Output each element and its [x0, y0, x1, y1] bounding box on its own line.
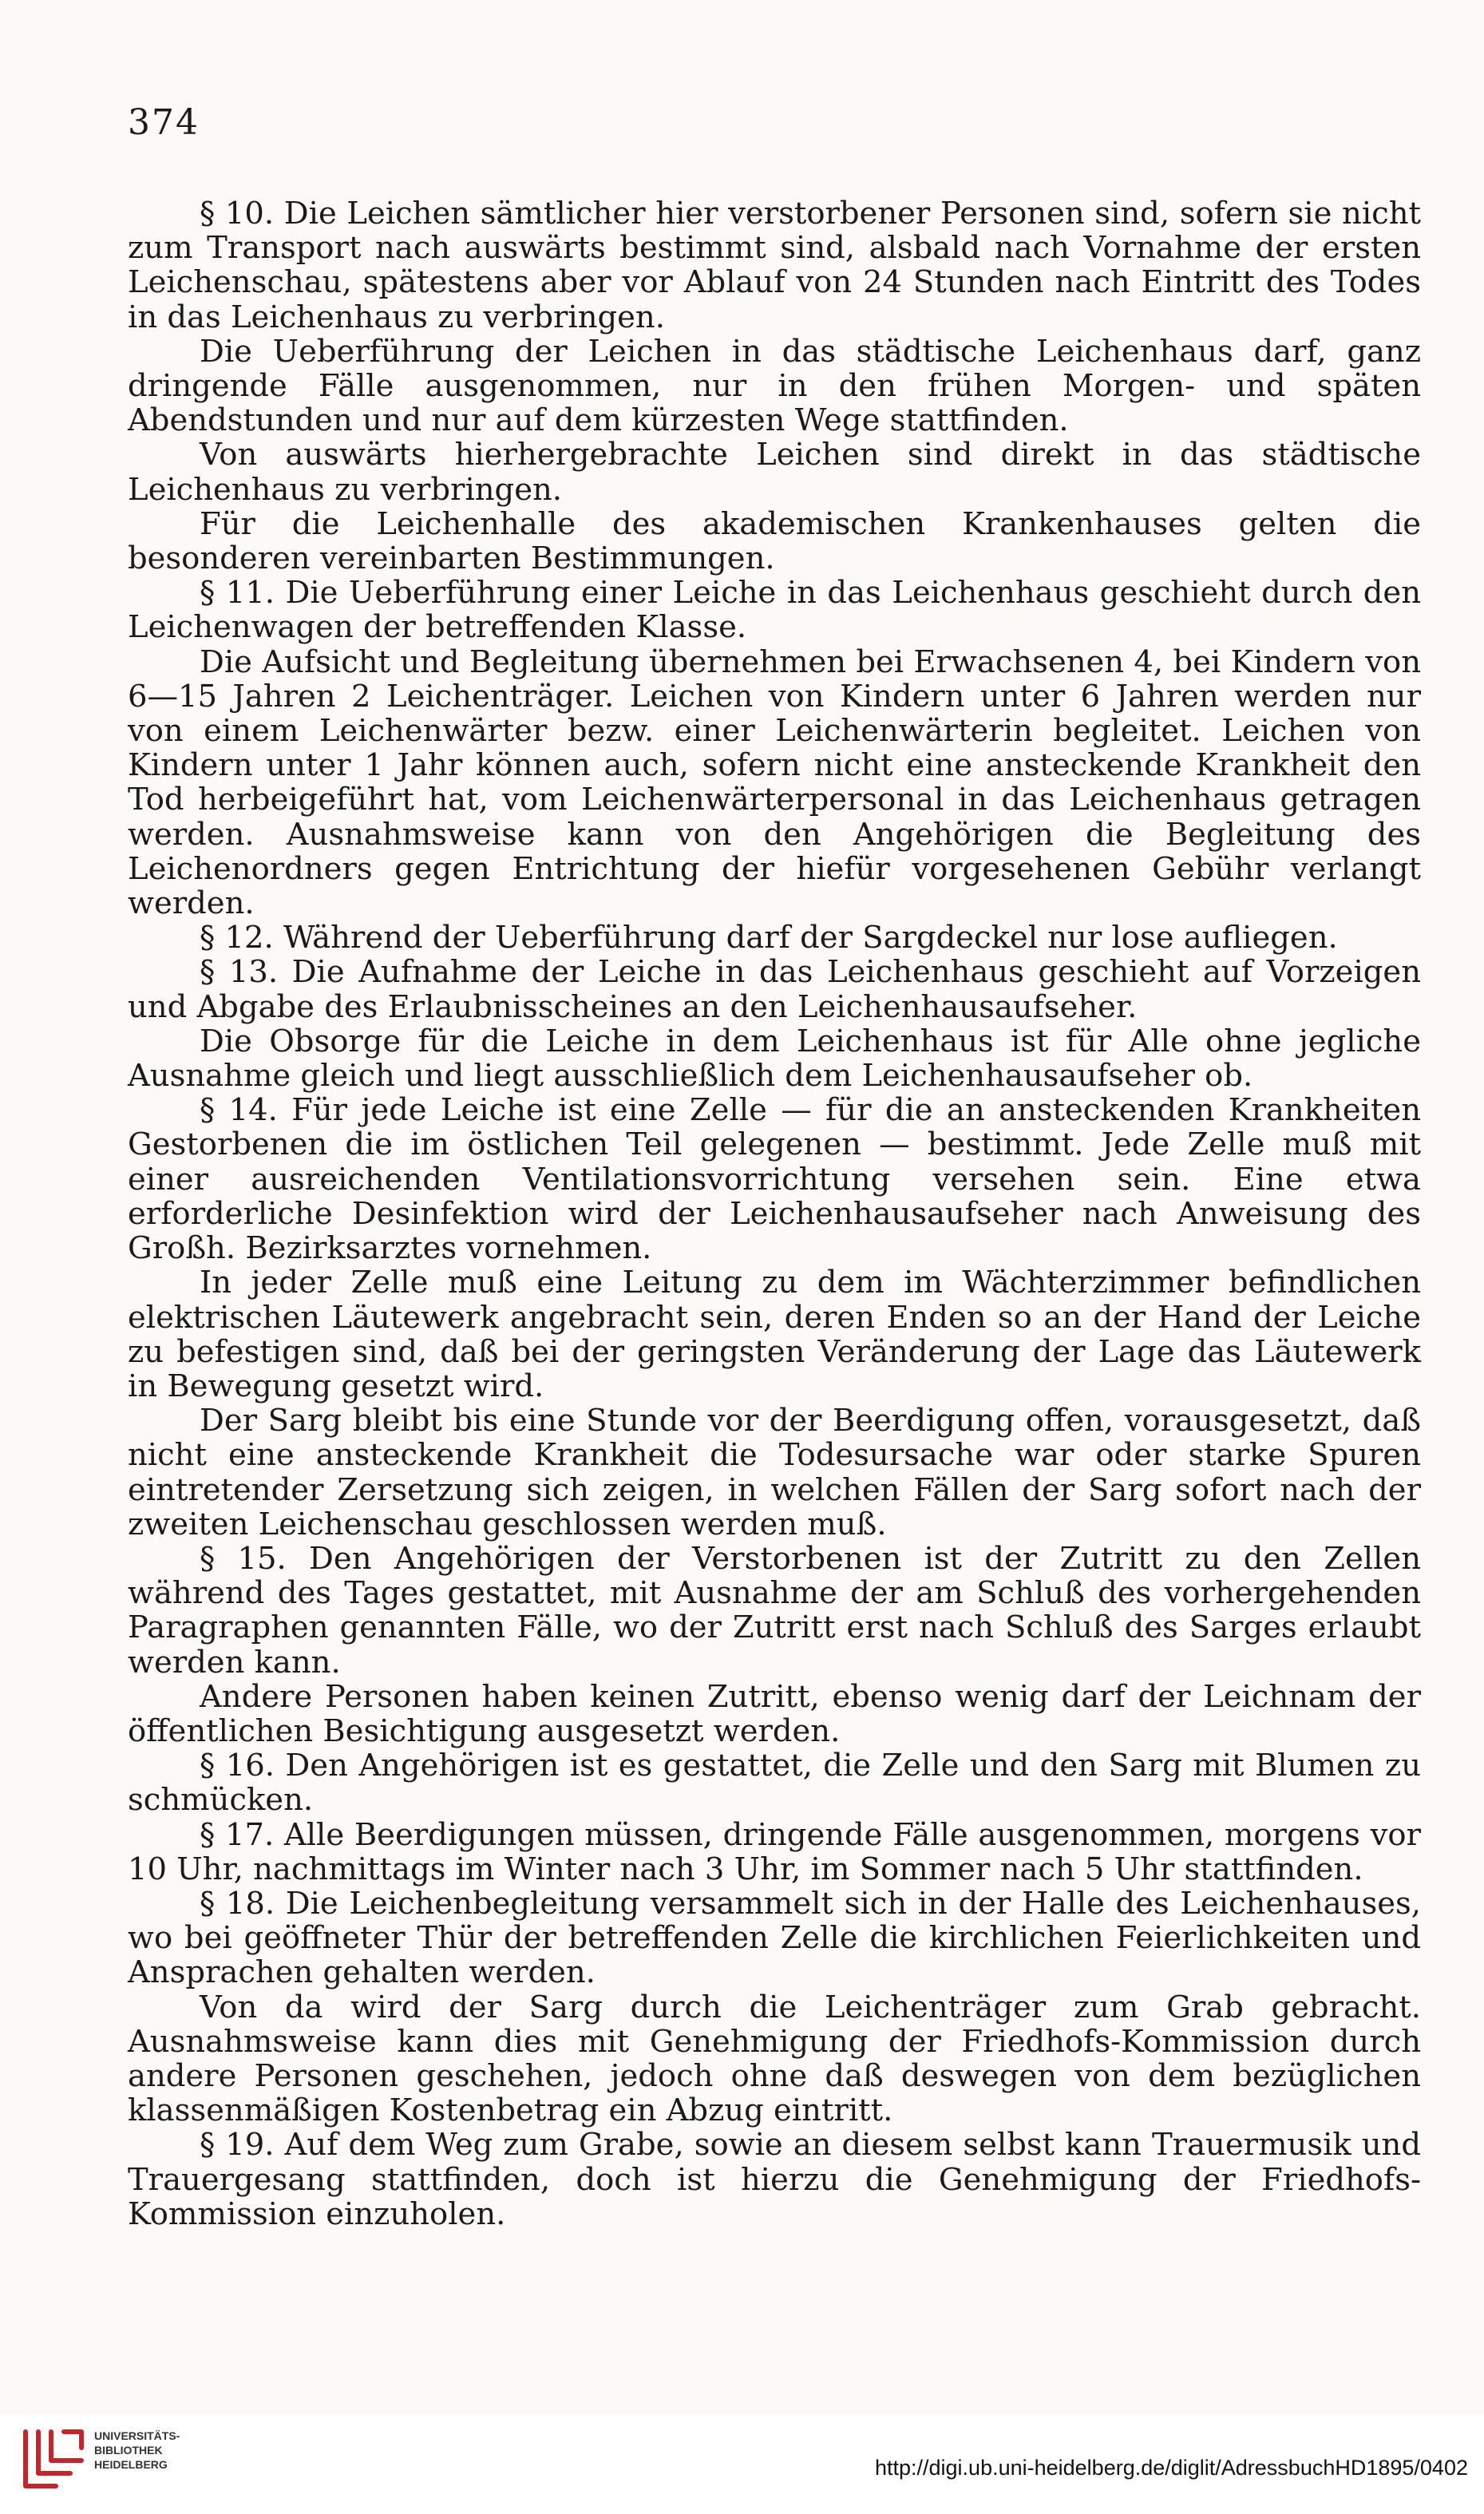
paragraph: Von auswärts hierhergebrachte Leichen sind direkt in das städtische Leichenhaus zu verbringen.	[128, 437, 1421, 508]
paragraph: § 17. Alle Beerdigungen müssen, dringende Fälle ausgenommen, morgens vor 10 Uhr, nachmittags im Winter nach 3 Uhr, im Sommer nach 5 Uhr stattfinden.	[128, 1816, 1421, 1887]
paragraph: § 19. Auf dem Weg zum Grabe, sowie an diesem selbst kann Trauermusik und Trauergesang stattfinden, doch ist hierzu die Genehmigung der Friedhofs-Kommission einzuholen.	[128, 2127, 1421, 2232]
paragraph: § 16. Den Angehörigen ist es gestattet, die Zelle und den Sarg mit Blumen zu schmücken.	[128, 1748, 1421, 1819]
paragraph: Die Ueberführung der Leichen in das städtische Leichenhaus darf, ganz dringende Fälle ausgenommen, nur in den frühen Morgen- und späten Abendstunden und nur auf dem kürzesten Wege stattfinden.	[128, 333, 1421, 439]
paragraph: § 18. Die Leichenbegleitung versammelt sich in der Halle des Leichenhauses, wo bei geöffneter Thür der betreffenden Zelle die kirchlichen Feierlichkeiten und Ansprachen gehalten werden.	[128, 1885, 1421, 1991]
source-url-link[interactable]: http://digi.ub.uni-heidelberg.de/diglit/AdressbuchHD1895/0402	[874, 2456, 1468, 2480]
paragraph: Andere Personen haben keinen Zutritt, ebenso wenig darf der Leichnam der öffentlichen Besichtigung ausgesetzt werden.	[128, 1678, 1421, 1749]
paragraph: Die Aufsicht und Begleitung übernehmen bei Erwachsenen 4, bei Kindern von 6—15 Jahren 2 Leichenträger. Leichen von Kindern unter 6 Jahren werden nur von einem Leichenwärter bezw. einer Leichenwärterin begleitet. Leichen von Kindern unter 1 Jahr können auch, sofern nicht eine ansteckende Krankheit den Tod herbeigeführt hat, vom Leichenwärterpersonal in das Leichenhaus getragen werden. Ausnahmsweise kann von den Angehörigen die Begleitung des Leichenordners gegen Entrichtung der hiefür vorgesehenen Gebühr verlangt werden.	[128, 643, 1421, 922]
paragraph: In jeder Zelle muß eine Leitung zu dem im Wächterzimmer befindlichen elektrischen Läutewerk angebracht sein, deren Enden so an der Hand der Leiche zu befestigen sind, daß bei der geringsten Veränderung der Lage das Läutewerk in Bewegung gesetzt wird.	[128, 1265, 1421, 1404]
library-emblem-icon	[14, 2424, 88, 2497]
paragraph: § 14. Für jede Leiche ist eine Zelle — für die an ansteckenden Krankheiten Gestorbenen die im östlichen Teil gelegenen — bestimmt. Jede Zelle muß mit einer ausreichenden Ventilationsvorrichtung versehen sein. Eine etwa erforderliche Desinfektion wird der Leichenhausaufseher nach Anweisung des Großh. Bezirksarztes vornehmen.	[128, 1092, 1421, 1267]
paragraph: § 12. Während der Ueberführung darf der Sargdeckel nur lose aufliegen.	[200, 920, 1338, 956]
paragraph: Die Obsorge für die Leiche in dem Leichenhaus ist für Alle ohne jegliche Ausnahme gleich und liegt ausschließlich dem Leichenhausaufseher ob.	[128, 1023, 1421, 1095]
paragraph: Der Sarg bleibt bis eine Stunde vor der Beerdigung offen, vorausgesetzt, daß nicht eine ansteckende Krankheit die Todesursache war oder starke Spuren eintretender Zersetzung sich zeigen, in welchen Fällen der Sarg sofort nach der zweiten Leichenschau geschlossen werden muß.	[128, 1403, 1421, 1542]
paragraph: § 10. Die Leichen sämtlicher hier verstorbener Personen sind, sofern sie nicht zum Transport nach auswärts bestimmt sind, alsbald nach Vornahme der ersten Leichenschau, spätestens aber vor Ablauf von 24 Stunden nach Eintritt des Todes in das Leichenhaus zu verbringen.	[128, 196, 1421, 335]
paragraph: Für die Leichenhalle des akademischen Krankenhauses gelten die besonderen vereinbarten Bestimmungen.	[128, 505, 1421, 577]
paragraph: § 11. Die Ueberführung einer Leiche in das Leichenhaus geschieht durch den Leichenwagen der betreffenden Klasse.	[128, 575, 1421, 646]
paragraph: Von da wird der Sarg durch die Leichenträger zum Grab gebracht. Ausnahmsweise kann dies mit Genehmigung der Friedhofs-Kommission durch andere Personen geschehen, jedoch ohne daß deswegen von dem bezüglichen klassenmäßigen Kostenbetrag ein Abzug eintritt.	[128, 1989, 1421, 2129]
library-name-line: BIBLIOTHEK	[94, 2444, 163, 2457]
library-name-line: HEIDELBERG	[94, 2458, 168, 2471]
page-number: 374	[128, 102, 200, 143]
library-name	[94, 2429, 238, 2472]
paragraph: § 13. Die Aufnahme der Leiche in das Leichenhaus geschieht auf Vorzeigen und Abgabe des Erlaubnisscheines an den Leichenhausaufseher.	[128, 954, 1421, 1025]
paragraph: § 15. Den Angehörigen der Verstorbenen ist der Zutritt zu den Zellen während des Tages gestattet, mit Ausnahme der am Schluß des vorhergehenden Paragraphen genannten Fälle, wo der Zutritt erst nach Schluß des Sarges erlaubt werden kann.	[128, 1540, 1421, 1681]
library-name-line: UNIVERSITÄTS-	[94, 2429, 180, 2442]
library-logo[interactable]	[14, 2387, 214, 2483]
body-text	[128, 196, 1421, 2231]
